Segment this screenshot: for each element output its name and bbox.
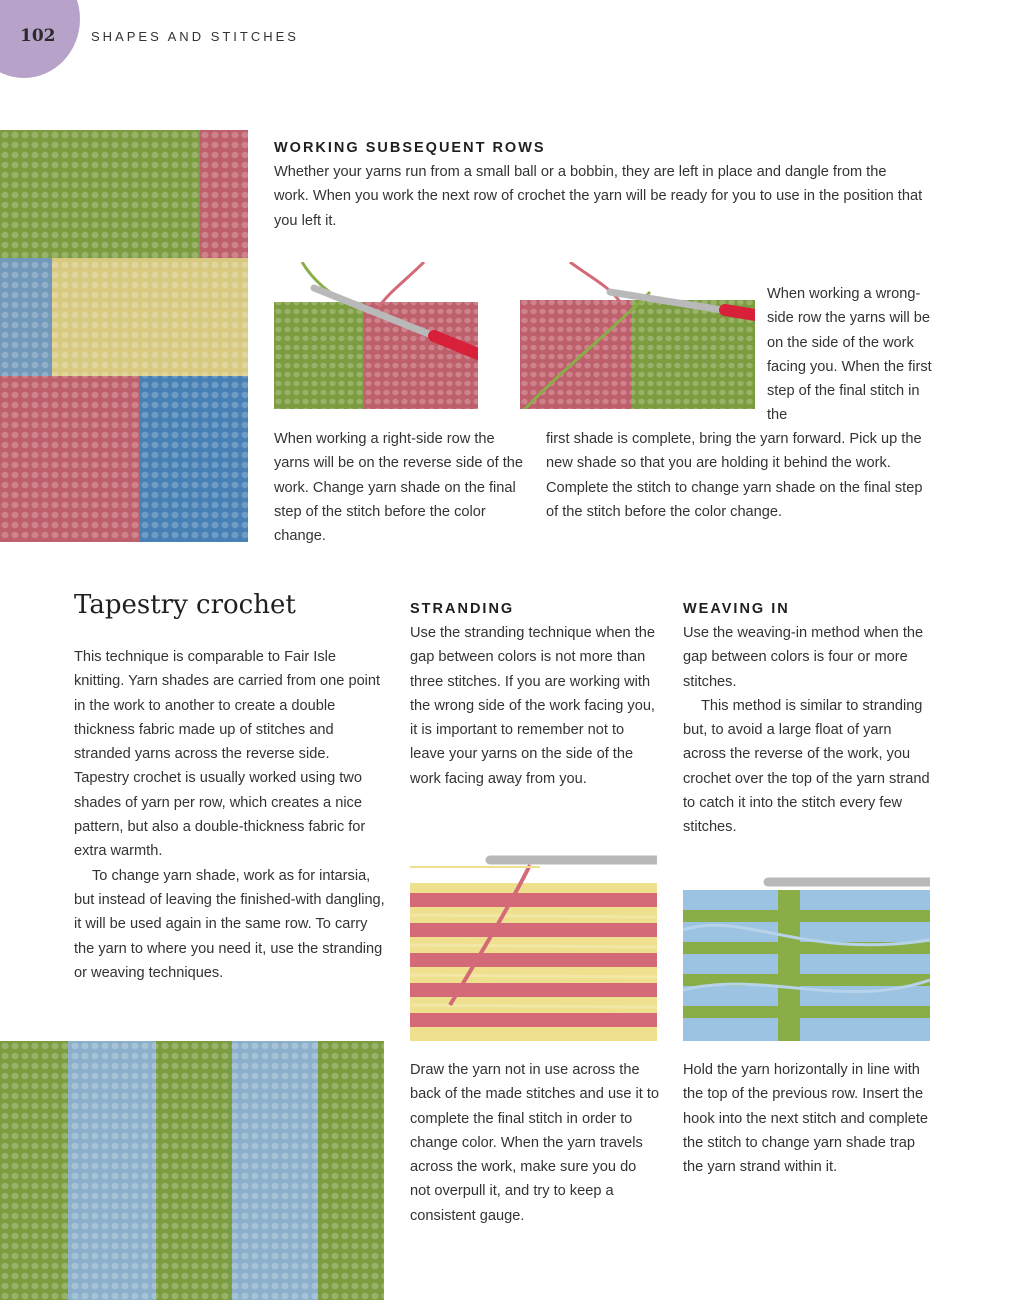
page-number: 102 [20,26,56,46]
weaving-paragraph-1: Use the weaving-in method when the gap between colors is four or more stitches. [683,625,924,690]
wrong-side-row-photo [520,262,755,409]
vertical-stripe-swatch-photo [0,1041,384,1300]
weaving-paragraph-2: This method is similar to stranding but, to avoid a large float of yarn across the reverse of the work, you crochet over the top of the yarn strand to catch it into the stitch every few stitches. [683,697,930,836]
wrong-side-caption-top: When working a wrong-side row the yarns will be on the side of the work facing you. When the first step of the final stitch in the [767,286,932,424]
right-side-caption: When working a right-side row the yarns will be on the reverse side of the work. Change yarn shade on the final step of the stitch before the color change. [274,431,524,545]
tapestry-body [74,645,386,985]
wrong-side-caption-bottom: first shade is complete, bring the yarn forward. Pick up the new shade so that you are holding it behind the work. Complete the stitch to change yarn shade on the final step of the stitch before the color change. [546,431,923,520]
weaving-heading: WEAVING IN [683,601,790,617]
tapestry-title: Tapestry crochet [74,590,296,620]
right-side-row-photo [274,262,478,409]
weaving-photo [683,870,930,1041]
stranding-heading: STRANDING [410,601,515,617]
stranding-photo [410,845,657,1041]
tapestry-paragraph-2: To change yarn shade, work as for intarsia, but instead of leaving the finished-with dangling, it will be used again in the same row. To carry the yarn to where you need it, use the stranding or weaving techniques. [74,867,385,981]
subsequent-rows-intro: Whether your yarns run from a small ball or a bobbin, they are left in place and dangle from the work. When you work the next row of crochet the yarn will be ready for you to use in the position that you left it. [274,164,923,229]
stranding-caption: Draw the yarn not in use across the back of the made stitches and use it to complete the final stitch in order to change color. When the yarn travels across the work, make sure you do not overpull it, and try to keep a consistent gauge. [410,1062,660,1224]
tapestry-paragraph-1: This technique is comparable to Fair Isle knitting. Yarn shades are carried from one point in the work to another to create a double thickness fabric made up of stitches and stranded yarns across the reverse side. Tapestry crochet is usually worked using two shades of yarn per row, which creates a nice pattern, but also a double-thickness fabric for extra warmth. [74,649,381,860]
weaving-text [683,621,935,840]
weaving-caption: Hold the yarn horizontally in line with the top of the previous row. Insert the hook into the next stitch and complete the stitch to change yarn shade trap the yarn strand within it. [683,1062,929,1176]
running-head: SHAPES AND STITCHES [91,29,299,44]
subsequent-rows-heading: WORKING SUBSEQUENT ROWS [274,140,546,156]
intarsia-block-swatch-photo [0,130,248,542]
stranding-text: Use the stranding technique when the gap between colors is not more than three stitches. If you are working with the wrong side of the work facing you, it is important to remember not to leave your yarns on the side of the work facing away from you. [410,625,656,787]
